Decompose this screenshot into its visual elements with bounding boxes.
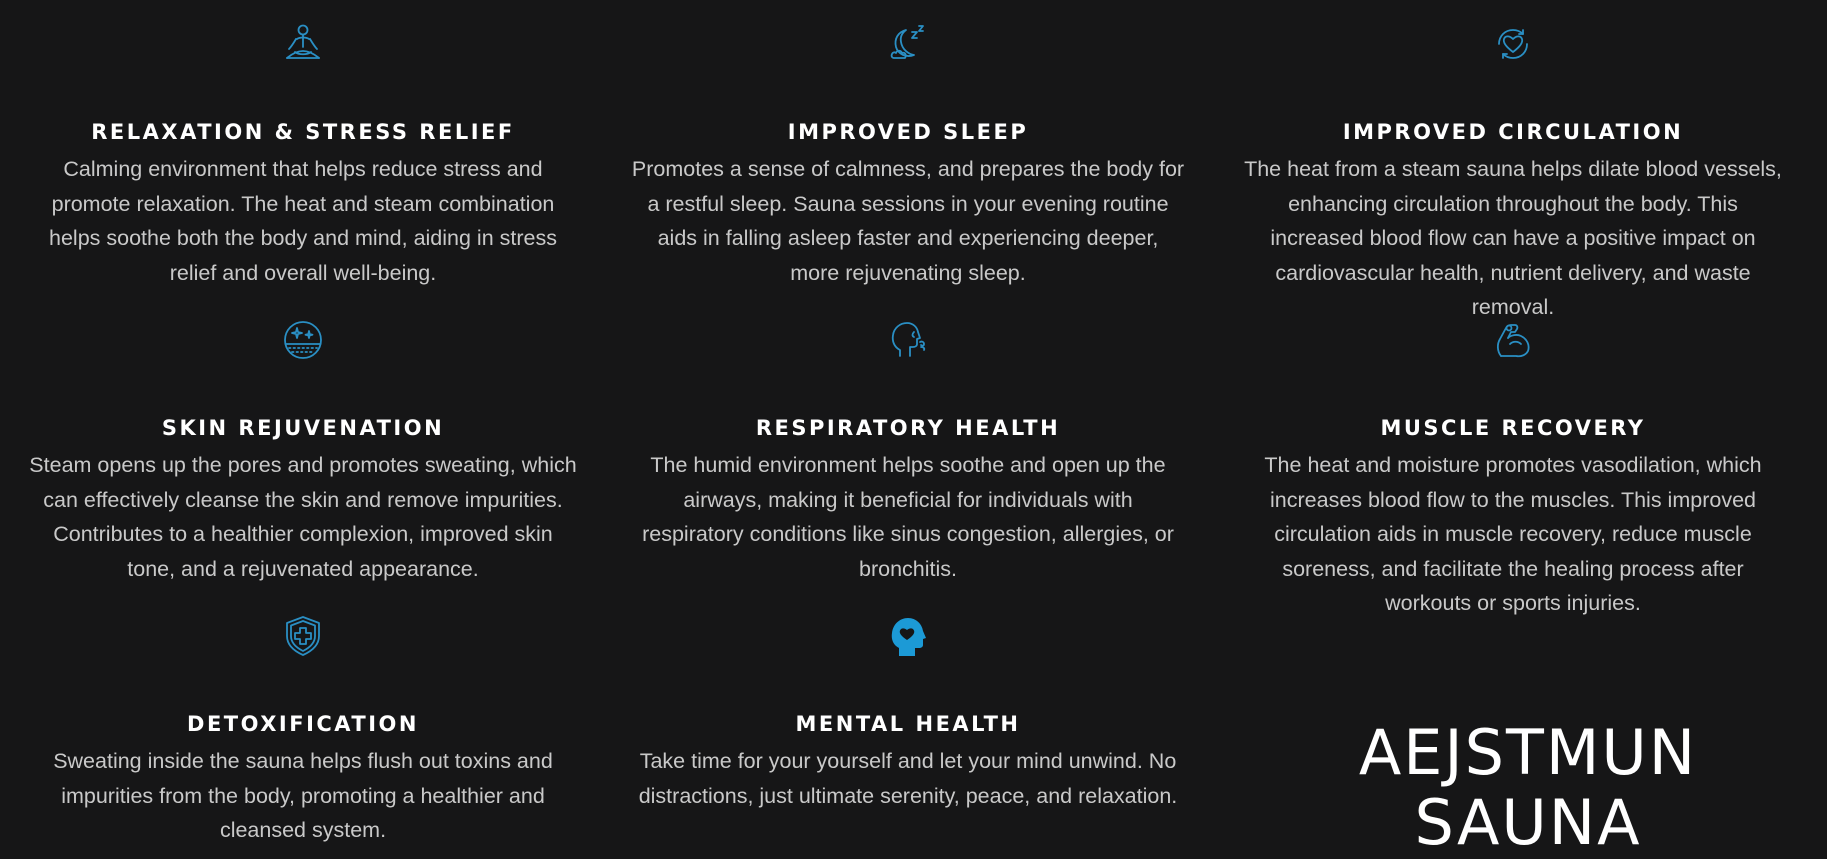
- benefit-card-mental: [608, 614, 1208, 813]
- benefit-card-skin: [3, 318, 603, 586]
- benefit-title: RELAXATION & STRESS RELIEF: [91, 120, 515, 144]
- benefit-description: The humid environment helps soothe and open up the airways, making it beneficial for individuals with respiratory conditions like sinus congestion, allergies, or bronchitis.: [642, 453, 1174, 581]
- benefit-title: RESPIRATORY HEALTH: [755, 416, 1061, 440]
- benefit-title: SKIN REJUVENATION: [161, 416, 445, 440]
- heart-circulation-icon: [1491, 22, 1535, 66]
- benefit-card-circulation: [1213, 22, 1813, 325]
- skin-sparkle-icon: [281, 318, 325, 362]
- benefit-description: Sweating inside the sauna helps flush out toxins and impurities from the body, promoting a healthier and cleansed system.: [53, 749, 553, 842]
- benefit-card-detox: [3, 614, 603, 848]
- meditation-icon: [281, 22, 325, 66]
- moon-sleep-icon: [886, 22, 930, 66]
- benefit-card-sleep: [608, 22, 1208, 290]
- benefit-card-respiratory: [608, 318, 1208, 586]
- flexed-arm-icon: [1491, 318, 1535, 362]
- benefit-title: IMPROVED CIRCULATION: [1342, 120, 1684, 144]
- shield-cross-icon: [281, 614, 325, 658]
- benefit-description: Calming environment that helps reduce stress and promote relaxation. The heat and steam combination helps soothe both the body and mind, aiding in stress relief and overall well-being.: [49, 157, 557, 285]
- benefit-card-muscle: [1213, 318, 1813, 621]
- benefit-title: MENTAL HEALTH: [795, 712, 1021, 736]
- benefit-card-relaxation: [3, 22, 603, 290]
- benefit-title: DETOXIFICATION: [187, 712, 419, 736]
- benefit-description: Steam opens up the pores and promotes sweating, which can effectively cleanse the skin and remove impurities. Contributes to a healthier complexion, improved skin tone, and a rejuvenated appearance.: [29, 453, 577, 581]
- benefit-description: Take time for your yourself and let your mind unwind. No distractions, just ultimate serenity, peace, and relaxation.: [638, 749, 1178, 808]
- head-heart-icon: [886, 614, 930, 658]
- breathing-head-icon: [886, 318, 930, 362]
- brand-logo-text: AEJSTMUN SAUNA: [1358, 716, 1698, 859]
- benefit-description: Promotes a sense of calmness, and prepares the body for a restful sleep. Sauna sessions in your evening routine aids in falling asleep faster and experiencing deeper, more rejuvenating sleep.: [631, 157, 1185, 285]
- benefit-title: IMPROVED SLEEP: [787, 120, 1029, 144]
- benefit-title: MUSCLE RECOVERY: [1380, 416, 1646, 440]
- benefit-description: The heat from a steam sauna helps dilate blood vessels, enhancing circulation throughout the body. This increased blood flow can have a positive impact on cardiovascular health, nutrient delivery, and waste removal.: [1244, 157, 1782, 319]
- benefit-description: The heat and moisture promotes vasodilation, which increases blood flow to the muscles. This improved circulation aids in muscle recovery, reduce muscle soreness, and facilitate the healing process after workouts or sports injuries.: [1264, 453, 1762, 615]
